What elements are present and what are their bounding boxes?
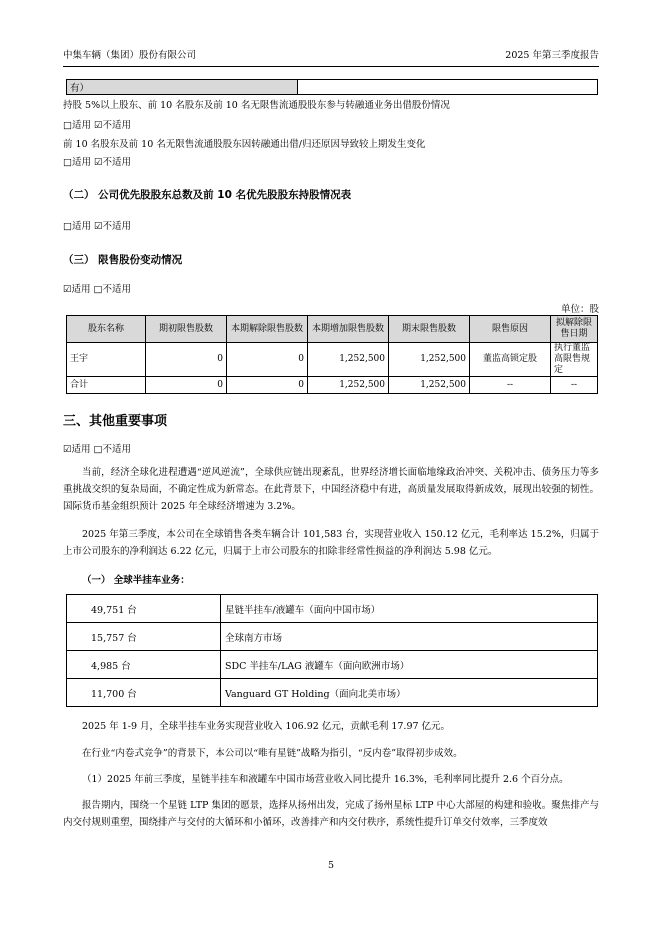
restricted-shares-table [66, 315, 598, 394]
other-matters-title: 三、其他重要事项 [63, 414, 168, 429]
cell: 星链半挂车/液罐车（面向中国市场） [221, 595, 598, 623]
continued-cell-empty [298, 80, 598, 95]
cell: 1,252,500 [308, 377, 389, 394]
paragraph-semi-revenue: 2025 年 1-9 月，全球半挂车业务实现营业收入 106.92 亿元，贡献毛利 17.97 亿元。 [82, 721, 451, 732]
cell: 11,700 台 [67, 679, 221, 707]
other-matters-applicability: ☑适用 □不适用 [63, 444, 132, 455]
change-applicability: □适用 ☑不适用 [63, 157, 132, 168]
paragraph-economy: 当前，经济全球化进程遭遇“逆风逆流”，全球供应链出现紊乱，世界经济增长面临地缘政治冲突、关税冲击、债务压力等多重挑战交织的复杂局面，不确定性成为新常态。在此背景下，中国经济稳中有进，高质量发展取得新成效，展现出较强的韧性。国际货币基金组织预计 2025 年全球经济增速为 3.2%。 [63, 467, 599, 512]
col-header: 期末限售股数 [389, 316, 470, 343]
col-header: 本期增加限售股数 [308, 316, 389, 343]
cell: 15,757 台 [67, 623, 221, 651]
continued-table [66, 79, 598, 95]
table-header-row [67, 316, 598, 343]
table-row [67, 80, 598, 95]
cell: 0 [227, 343, 308, 377]
header-report-title: 2025 年第三季度报告 [505, 50, 599, 61]
cell: 董监高锁定股 [470, 343, 551, 377]
col-header: 股东名称 [67, 316, 146, 343]
table-row [67, 679, 598, 707]
cell: 全球南方市场 [221, 623, 598, 651]
cell: -- [470, 377, 551, 394]
restricted-section-title: （三） 限售股份变动情况 [63, 254, 183, 266]
table-row [67, 651, 598, 679]
table-row [67, 595, 598, 623]
cell: 合计 [67, 377, 146, 394]
paragraph-q3-results: 2025 年第三季度，本公司在全球销售各类车辆合计 101,583 台，实现营业收入 150.12 亿元，毛利率达 15.2%，归属于上市公司股东的净利润达 6.22 亿元，归属于上市公司股东的扣除非经常性损益的净利润达 5.98 亿元。 [63, 529, 599, 557]
cell: 0 [146, 377, 227, 394]
page-header [63, 47, 599, 63]
table-row [67, 623, 598, 651]
lending-title: 持股 5%以上股东、前 10 名股东及前 10 名无限售流通股股东参与转融通业务出借股份情况 [63, 100, 450, 111]
cell: 1,252,500 [308, 343, 389, 377]
paragraph-china-market: （1）2025 年前三季度，星链半挂车和液罐车中国市场营业收入同比提升 16.3%，毛利率同比提升 2.6 个百分点。 [82, 774, 569, 785]
cell: 王宇 [67, 343, 146, 377]
cell: 49,751 台 [67, 595, 221, 623]
cell: 0 [227, 377, 308, 394]
col-header: 本期解除限售股数 [227, 316, 308, 343]
paragraph-ltp: 报告期内，围绕一个星链 LTP 集团的愿景，选择从扬州出发，完成了扬州星标 LTP 中心大部屋的构建和验收。聚焦排产与内交付规则重塑，围绕排产与交付的大循环和小循环，改善排产和内交付秩序，系统性提升订单交付效率，三季度效 [63, 800, 599, 828]
cell: SDC 半挂车/LAG 液罐车（面向欧洲市场） [221, 651, 598, 679]
cell: 0 [146, 343, 227, 377]
cell: Vanguard GT Holding（面向北美市场） [221, 679, 598, 707]
cell: -- [551, 377, 598, 394]
header-company: 中集车辆（集团）股份有限公司 [63, 50, 197, 61]
table-row [67, 343, 598, 377]
continued-cell: 有） [67, 80, 298, 95]
unit-label: 单位：股 [560, 304, 599, 315]
change-title: 前 10 名股东及前 10 名无限售流通股股东因转融通出借/归还原因导致较上期发生变化 [63, 139, 426, 150]
lending-applicability: □适用 ☑不适用 [63, 120, 132, 131]
col-header: 拟解除限售日期 [551, 316, 598, 343]
cell: 1,252,500 [389, 377, 470, 394]
preferred-applicability: □适用 ☑不适用 [63, 221, 132, 232]
paragraph-anti-involution: 在行业“内卷式竞争”的背景下，本公司以“唯有星链”战略为指引，“反内卷”取得初步成效。 [82, 748, 463, 759]
cell: 执行董监高限售规定 [551, 343, 598, 377]
semi-trailer-subtitle: （一） 全球半挂车业务： [82, 575, 190, 586]
header-divider [63, 66, 599, 67]
restricted-applicability: ☑适用 □不适用 [63, 284, 132, 295]
col-header: 期初限售股数 [146, 316, 227, 343]
preferred-section-title: （二） 公司优先股股东总数及前 10 名优先股股东持股情况表 [63, 189, 352, 201]
table-row [67, 377, 598, 394]
page-number: 5 [327, 860, 335, 871]
cell: 4,985 台 [67, 651, 221, 679]
semi-trailer-table [66, 594, 598, 707]
cell: 1,252,500 [389, 343, 470, 377]
col-header: 限售原因 [470, 316, 551, 343]
